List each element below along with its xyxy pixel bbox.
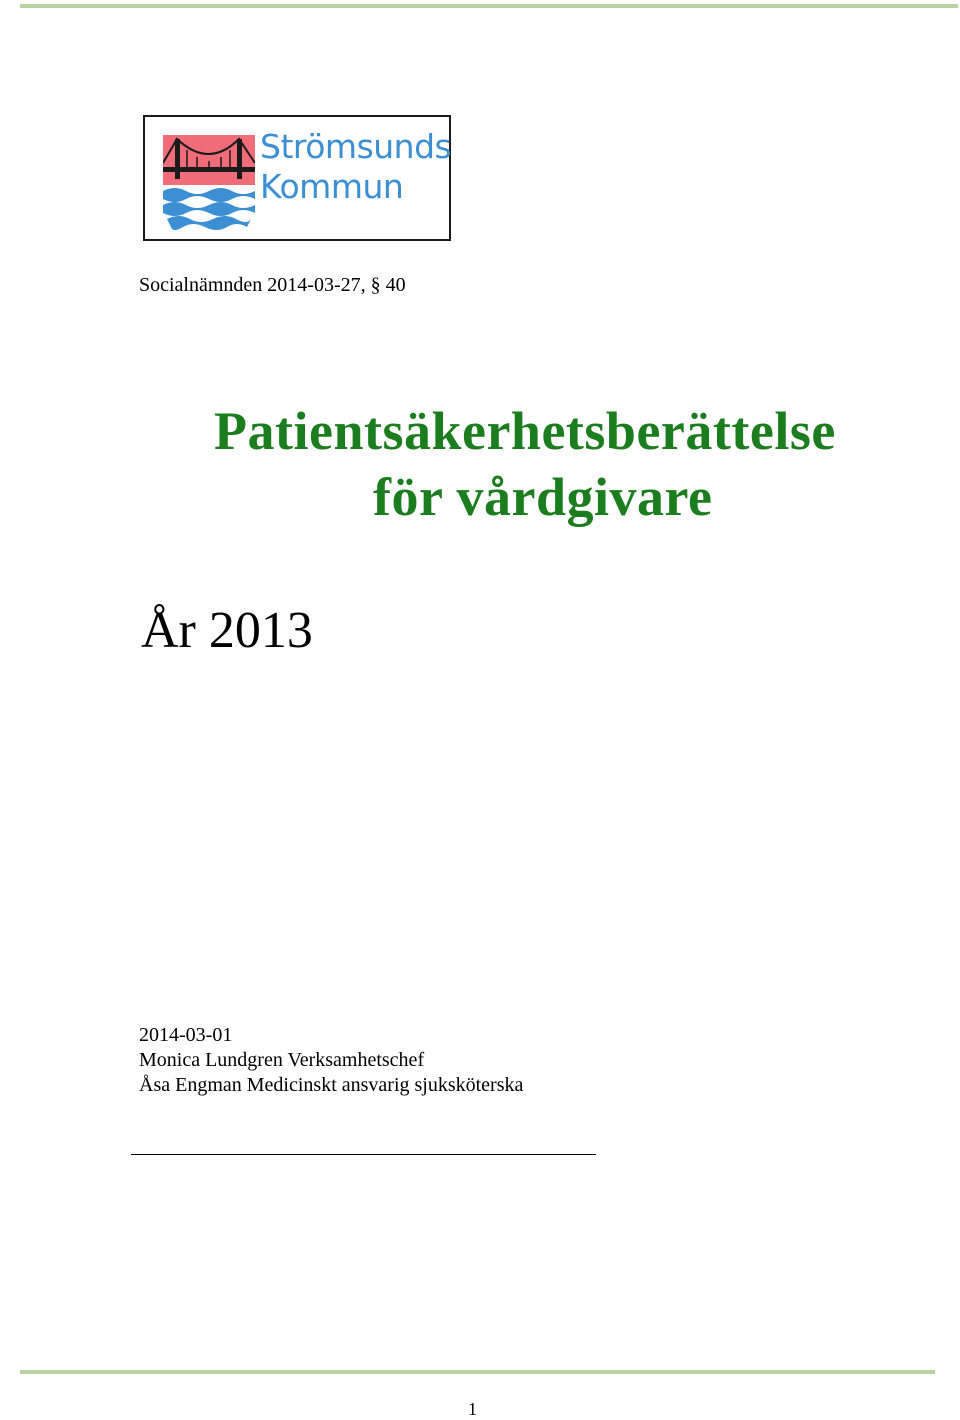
footer-rule — [20, 1370, 935, 1374]
meeting-reference: Socialnämnden 2014-03-27, § 40 — [139, 274, 406, 296]
signature-line — [131, 1154, 596, 1155]
report-year: År 2013 — [141, 602, 313, 659]
logo-line-2: Kommun — [260, 167, 404, 206]
page-number: 1 — [468, 1399, 477, 1419]
logo-wordmark — [260, 127, 451, 207]
signature-date: 2014-03-01 — [139, 1024, 233, 1046]
logo-line-1: Strömsunds — [260, 127, 452, 166]
signatory-2: Åsa Engman Medicinskt ansvarig sjuksköterska — [139, 1074, 524, 1096]
signature-block — [139, 1023, 523, 1098]
municipality-logo — [143, 115, 451, 241]
bridge-emblem-icon — [163, 133, 255, 233]
title-line-2: för vårdgivare — [373, 467, 713, 527]
header-rule — [20, 4, 958, 8]
title-line-1: Patientsäkerhetsberättelse — [214, 401, 836, 461]
signatory-1: Monica Lundgren Verksamhetschef — [139, 1049, 425, 1071]
